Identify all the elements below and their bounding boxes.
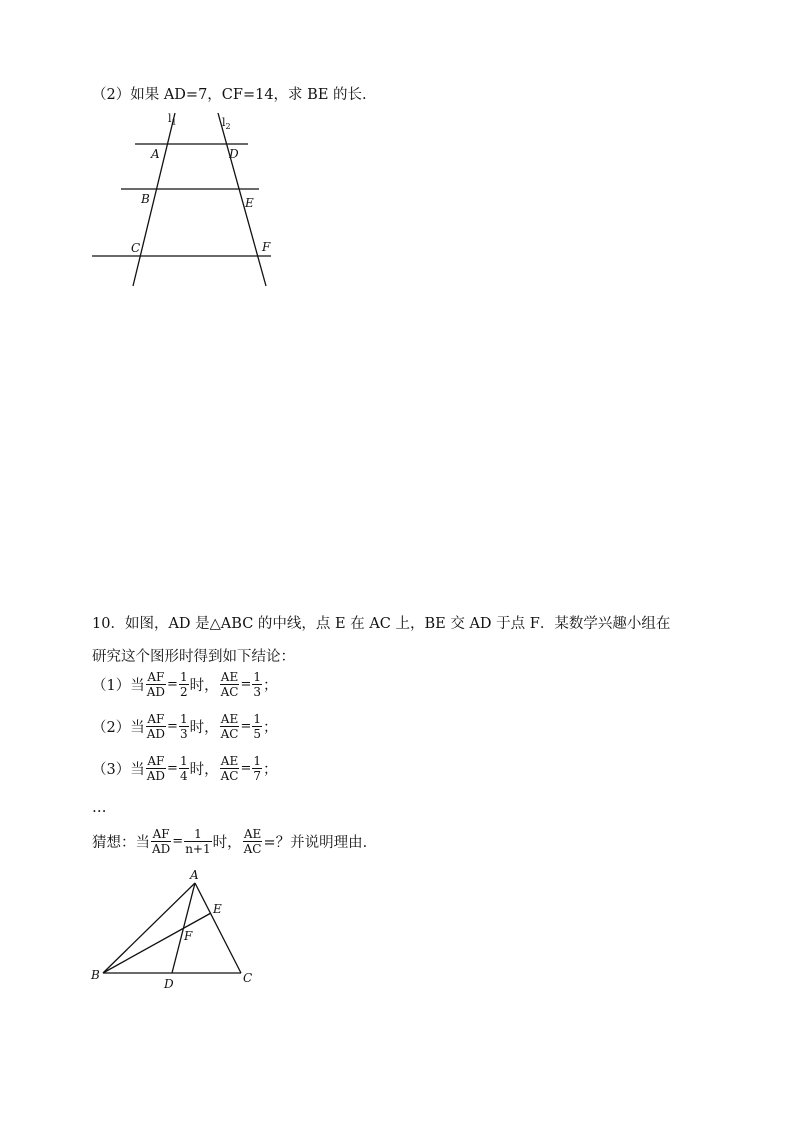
equals-sign: = [240, 761, 252, 776]
label-A: A [151, 147, 160, 161]
q10-case-1 [92, 670, 277, 699]
equals-sign: = [240, 677, 252, 692]
case-label: （3）当 [92, 762, 145, 778]
label-F: F [184, 929, 193, 943]
median-AD [172, 883, 195, 973]
segment-BE [103, 913, 211, 973]
label-C: C [131, 241, 141, 255]
fraction-ae-ac: $\frac{AE}{AC}$ [220, 670, 239, 699]
q10-line2 [92, 645, 295, 666]
case-label: （1）当 [92, 678, 145, 694]
side-AB [103, 883, 195, 973]
part2-text: （2）如果 AD=7，CF=14，求 BE 的长. [92, 87, 367, 103]
equals-sign: = [167, 719, 178, 734]
ellipsis-text: … [92, 800, 107, 816]
fraction-ae-ac: $\frac{AE}{AC}$ [243, 827, 262, 856]
label-B: B [141, 192, 150, 206]
guess-label: 猜想：当 [92, 835, 150, 851]
side-AC [195, 883, 241, 973]
q10-ellipsis [92, 800, 107, 816]
fraction-value: $\frac{1}{3}$ [253, 670, 261, 699]
q10-case-3 [92, 754, 277, 783]
q10-intro-text: 10．如图，AD 是△ABC 的中线，点 E 在 AC 上，BE 交 AD 于点 F．某数学兴趣小组在 [92, 616, 671, 632]
label-l1: $l_1$ [168, 112, 177, 127]
fraction-value: $\frac{1}{n+1}$ [185, 827, 211, 856]
q10-case-2 [92, 712, 277, 741]
label-l2: $l_2$ [222, 116, 231, 131]
transversal-l2 [218, 113, 266, 286]
case-mid: 时， [189, 762, 219, 778]
fraction-value: $\frac{1}{4}$ [179, 754, 188, 783]
equals-sign: = [167, 761, 178, 776]
fraction-value: $\frac{1}{2}$ [179, 670, 188, 699]
transversal-l1 [133, 113, 175, 286]
q10-line1 [92, 612, 670, 633]
equals-sign: = [172, 834, 184, 849]
fraction-value: $\frac{1}{5}$ [253, 712, 261, 741]
case-label: （2）当 [92, 720, 145, 736]
equals-sign: = [167, 677, 178, 692]
fraction-value: $\frac{1}{7}$ [253, 754, 261, 783]
label-C: C [243, 971, 253, 985]
case-end: ； [262, 720, 278, 736]
case-end: ； [262, 678, 278, 694]
case-end: ； [262, 762, 278, 778]
part2-question [92, 83, 367, 104]
equals-sign: = [240, 719, 252, 734]
guess-tail: =？并说明理由． [263, 835, 378, 851]
q10-guess [92, 827, 377, 856]
fraction-af-ad: $\frac{AF}{AD}$ [146, 754, 166, 783]
fraction-af-ad: $\frac{AF}{AD}$ [146, 712, 166, 741]
case-mid: 时， [189, 678, 219, 694]
fraction-af-ad: $\frac{AF}{AD}$ [152, 827, 171, 856]
q10-intro-text-2: 研究这个图形时得到如下结论： [92, 649, 295, 665]
guess-mid: 时， [212, 835, 242, 851]
label-D: D [164, 977, 174, 991]
fraction-ae-ac: $\frac{AE}{AC}$ [220, 754, 239, 783]
label-A: A [190, 868, 199, 882]
label-B: B [91, 968, 100, 982]
fraction-af-ad: $\frac{AF}{AD}$ [146, 670, 166, 699]
fraction-value: $\frac{1}{3}$ [179, 712, 188, 741]
label-F: F [262, 240, 271, 254]
label-D: D [229, 147, 239, 161]
label-E: E [245, 196, 254, 210]
fraction-ae-ac: $\frac{AE}{AC}$ [220, 712, 239, 741]
case-mid: 时， [189, 720, 219, 736]
label-E: E [213, 902, 222, 916]
